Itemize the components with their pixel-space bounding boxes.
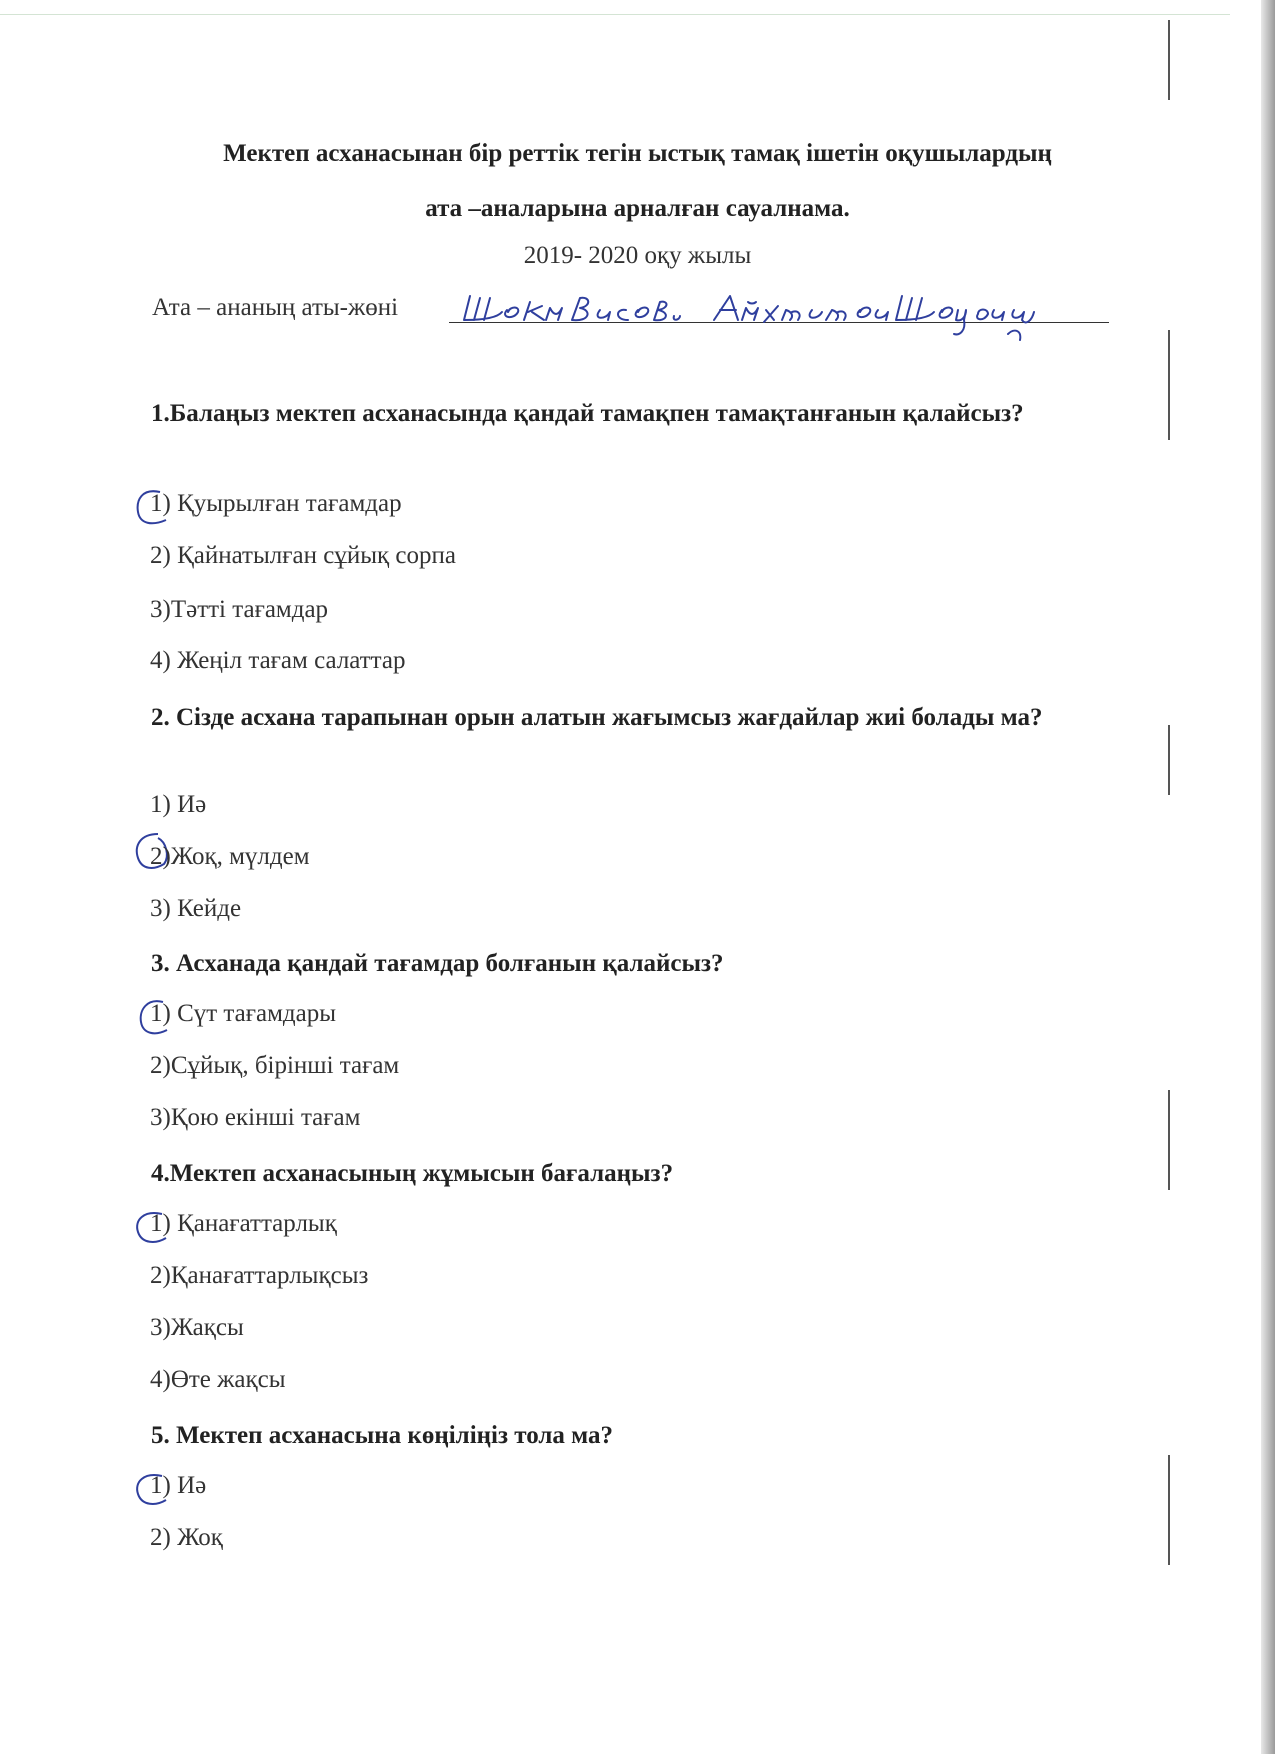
q5-option-1[interactable]: 1) Иә — [150, 1472, 207, 1499]
q1-option-1[interactable]: 1) Қуырылған тағамдар — [150, 490, 402, 517]
q5-option-2[interactable]: 2) Жоқ — [150, 1524, 223, 1551]
question-3: 3. Асханада қандай тағамдар болғанын қалайсыз? — [151, 950, 724, 977]
q4-option-3[interactable]: 3)Жақсы — [150, 1314, 244, 1341]
question-5: 5. Мектеп асханасына көңіліңіз тола ма? — [151, 1422, 614, 1449]
q2-option-2[interactable]: 2)Жоқ, мүлдем — [150, 843, 310, 870]
margin-mark — [1168, 1455, 1170, 1565]
q4-option-2[interactable]: 2)Қанағаттарлықсыз — [150, 1262, 369, 1289]
survey-title-line-1: Мектеп асханасынан бір реттік тегін ыстық тамақ ішетін оқушылардың — [223, 140, 1052, 167]
q4-option-4[interactable]: 4)Өте жақсы — [150, 1366, 286, 1393]
q3-option-2[interactable]: 2)Сұйық, бірінші тағам — [150, 1052, 400, 1079]
q1-option-4[interactable]: 4) Жеңіл тағам салаттар — [150, 647, 406, 674]
margin-mark — [1168, 1090, 1170, 1190]
question-1: 1.Балаңыз мектеп асханасында қандай тамақпен тамақтанғанын қалайсыз? — [151, 400, 1024, 427]
handwritten-parent-name — [152, 290, 1162, 360]
q3-option-3[interactable]: 3)Қою екінші тағам — [150, 1104, 361, 1131]
q1-option-2[interactable]: 2) Қайнатылған сұйық сорпа — [150, 542, 456, 569]
question-2: 2. Сізде асхана тарапынан орын алатын жағымсыз жағдайлар жиі болады ма? — [151, 704, 1043, 731]
parent-name-label: Ата – ананың аты-жөні — [152, 294, 399, 321]
top-rule — [0, 14, 1230, 15]
q2-option-1[interactable]: 1) Иә — [150, 791, 207, 818]
q4-option-1[interactable]: 1) Қанағаттарлық — [150, 1210, 337, 1237]
q3-option-1[interactable]: 1) Сүт тағамдары — [150, 1000, 337, 1027]
survey-title-line-2: ата –аналарына арналған сауалнама. — [425, 195, 850, 222]
margin-mark — [1168, 725, 1170, 795]
question-4: 4.Мектеп асханасының жұмысын бағалаңыз? — [151, 1160, 674, 1187]
q2-option-3[interactable]: 3) Кейде — [150, 895, 242, 922]
q1-option-3[interactable]: 3)Тәтті тағамдар — [150, 596, 329, 623]
parent-name-row — [152, 290, 1162, 330]
academic-year: 2019- 2020 оқу жылы — [523, 242, 752, 269]
margin-mark — [1168, 330, 1170, 440]
margin-mark — [1168, 20, 1170, 100]
